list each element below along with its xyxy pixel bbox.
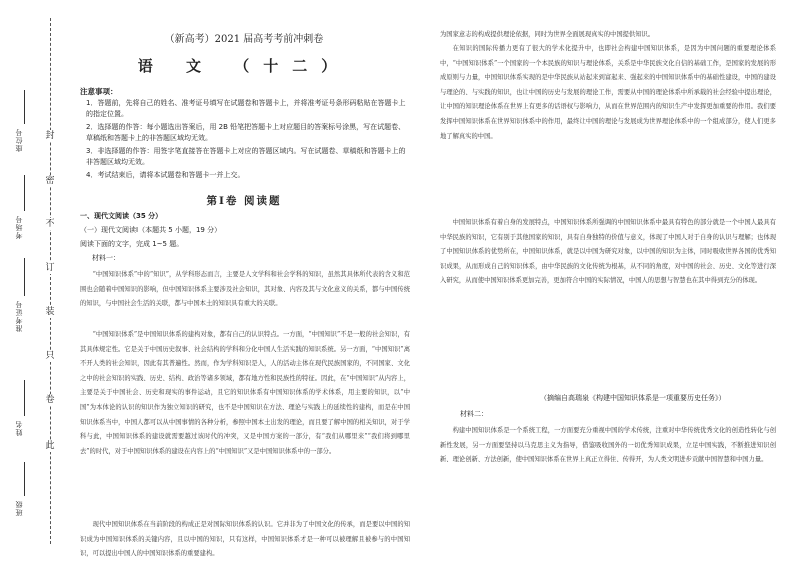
class-field: 班级 (15, 500, 23, 516)
notice-title: 注意事项： (80, 87, 118, 96)
name-field: 姓名 (15, 420, 23, 436)
volume-title: 第Ⅰ卷 阅读题 (206, 195, 282, 207)
notice-item: 4．考试结束后，请将本试题卷和答题卡一并上交。 (86, 171, 245, 179)
binding-char: 此 (38, 440, 62, 452)
admission-number-field: 准考证号 (15, 300, 23, 332)
exam-room-field: 考场号 (15, 215, 23, 239)
passage-paragraph: 现代中国知识体系在当前阶段的构成正是对国际知识体系的认识。它并非为了中国文化的传承，而是要以中国的知识成为中国知识体系的关键内容，且以中国的知识，只有这样，中国知识体系才是一种可以被理解且被参与的中国知识，可以提出中国人的中国知识体系的重要建构。 (80, 521, 410, 558)
binding-char: 装 (38, 306, 62, 318)
binding-dashed-line (50, 18, 51, 544)
binding-char: 封 (38, 130, 62, 142)
material-two-label: 材料二： (460, 410, 488, 418)
section-heading: 一、现代文阅读（35 分） (80, 212, 163, 220)
subsection-heading: （一）现代文阅读Ⅰ（本题共 5 小题，19 分） (80, 226, 222, 234)
notice-item: 3．非选择题的作答：用签字笔直接答在答题卡上对应的答题区域内。写在试题卷、草稿纸和答题卡上的非答题区域均无效。 (86, 147, 406, 167)
passage-paragraph: 构建中国知识体系是一个系统工程，一方面要充分重视中国的学术传统，注重对中华传统优秀文化的创造性转化与创新性发展，另一方面要坚持以马克思主义为指导，借鉴吸收国外的一切优秀知识成果，立足中国实践，不断推进知识创新、理论创新、方法创新，使中国知识体系在世界上真正立得住、传得开，为人类文明进步贡献中国智慧和中国力量。 (440, 427, 776, 464)
source-citation: （摘编自高瑞泉《构建中国知识体系是一项重要历史任务》） (540, 394, 726, 402)
binding-char: 不 (38, 218, 62, 230)
binding-char: 订 (38, 262, 62, 274)
passage-paragraph: 中国知识体系有着自身的发展特点，中国知识体系所强调的中国知识体系中最具有特色的部分就是一个中国人最具有中华民族的知识，它有别于其他国家的知识，具有自身独特的价值与意义，体现了中国人对于自身的认识与理解；也体现了中国知识体系的优势所在，中国知识体系，就是以中国为研究对象，以中国的知识为主体，同时吸收世界各国的优秀知识成果，从而形成自己的知识体系，由中华民族的文化传统为根基，从不同的角度，对中国的社会、历史、文化等进行深入研究，从而使中国知识体系更加完善，更加符合中国的实际情况，中国人的思想与智慧也在其中得到充分的体现。 (440, 219, 776, 285)
admission-number-line (24, 258, 25, 296)
passage-paragraph: 在知识的国际传播力更有了很大的学术化提升中，也即社会构建中国知识体系，是因为中国问题的重要理论体系中，“中国知识体系”一个国家的一个本民族的知识与理论体系，关系是中华民族文化自信的基础工作，是国家的发展的形成原则与力量，中国知识体系实现的是中华民族从站起来到富起来、强起来的中国知识体系中的基础性建设，中国的建设与理论的、与实践的知识，也让中国的历史与发展的理论工作，需要从中国的理论体系中所承载的社会经验中提出理论，让中国的知识理论体系在世界上有更多的话语权与影响力，从而在世界范围内的知识生产中发挥更加重要的作用。我们要发挥中国知识体系在世界知识体系中的作用，最终让中国的理论与发展成为世界理论体系中的一个组成部分，使人们更多地了解真实的中国。 (440, 45, 776, 140)
notice-item: 2．选择题的作答：每小题选出答案后，用 2B 铅笔把答题卡上对应题目的答案标号涂黑，写在试题卷、草稿纸和答题卡上的非答题区域均无效。 (86, 123, 406, 143)
binding-char: 密 (38, 175, 62, 187)
exam-room-line (24, 175, 25, 211)
passage-paragraph: “中国知识体系”是中国知识体系的建构对象，都有自己的认识特点。一方面，“中国知识”不是一般的社会知识，有其具体规定性。它是关于中国历史叙事、社会结构的学科和分化中国人生活实践的知识系统。另一方面，“中国知识”离不开人类的社会知识，因此有其普遍性。然而，作为学科知识是人，人的活动主体在现代民族国家的，不同国家、文化之中的社会知识的实践、历史、结构、政治等诸多领域，都有地方性和民族性的特征。因此，在“中国知识”从内容上，主要是关于中国社会、历史和现实的事件运动，且它的知识体系有中国知识体系的学术体系，用主要的知识，以“中国”为本体论的认识的知识作为独立知识的研究，也不是中国知识在方法、理论与实践上的延续性的建构，而是在中国知识体系当中，中国人都可以从中国事情的各种分析，参照中国本土出发的理论，而且要了解中国的相关知识，对于学科与此，中国知识体系的建设就需要越过该时代的冲突，又是中国方案的一部分，有“我们从哪里来”“我们将到哪里去”的时代，对于中国知识体系的建设在内容上的“中国知识”又是中国知识体系中的一部分。 (80, 331, 410, 455)
material-one-label: 材料一： (92, 254, 120, 262)
binding-strip (0, 0, 70, 562)
notice-item: 1．答题前，先将自己的姓名、准考证号填写在试题卷和答题卡上，并将准考证号条形码粘贴在答题卡上的指定位置。 (86, 99, 406, 119)
passage-paragraph: “中国知识体系”中的“知识”，从学科形态而言，主要是人文学科和社会学科的知识，虽然其具体所代表的含义和范围也会随着中国知识的影响，但中国知识体系主要涉及社会知识，其对象、内容及其与文化意义的关系，都与中国传统的知识，与中国社会生活的关联，都与中国本土的知识具有重大的关联。 (80, 271, 410, 308)
seat-number-field: 座位号 (15, 128, 23, 152)
seat-number-line (24, 90, 25, 124)
subject-title: 语 文 （十二） (137, 57, 351, 75)
class-line (24, 462, 25, 496)
binding-char: 卷 (38, 394, 62, 406)
binding-char: 只 (38, 350, 62, 362)
exam-title: （新高考）2021 届高考考前冲刺卷 (164, 34, 324, 45)
reading-instruction: 阅读下面的文字，完成 1~5 题。 (80, 240, 184, 248)
passage-paragraph: 为国家意志的构成提供理论依据，同时为世界全面展现真实的中国提供知识。 (440, 31, 655, 38)
name-line (24, 380, 25, 416)
